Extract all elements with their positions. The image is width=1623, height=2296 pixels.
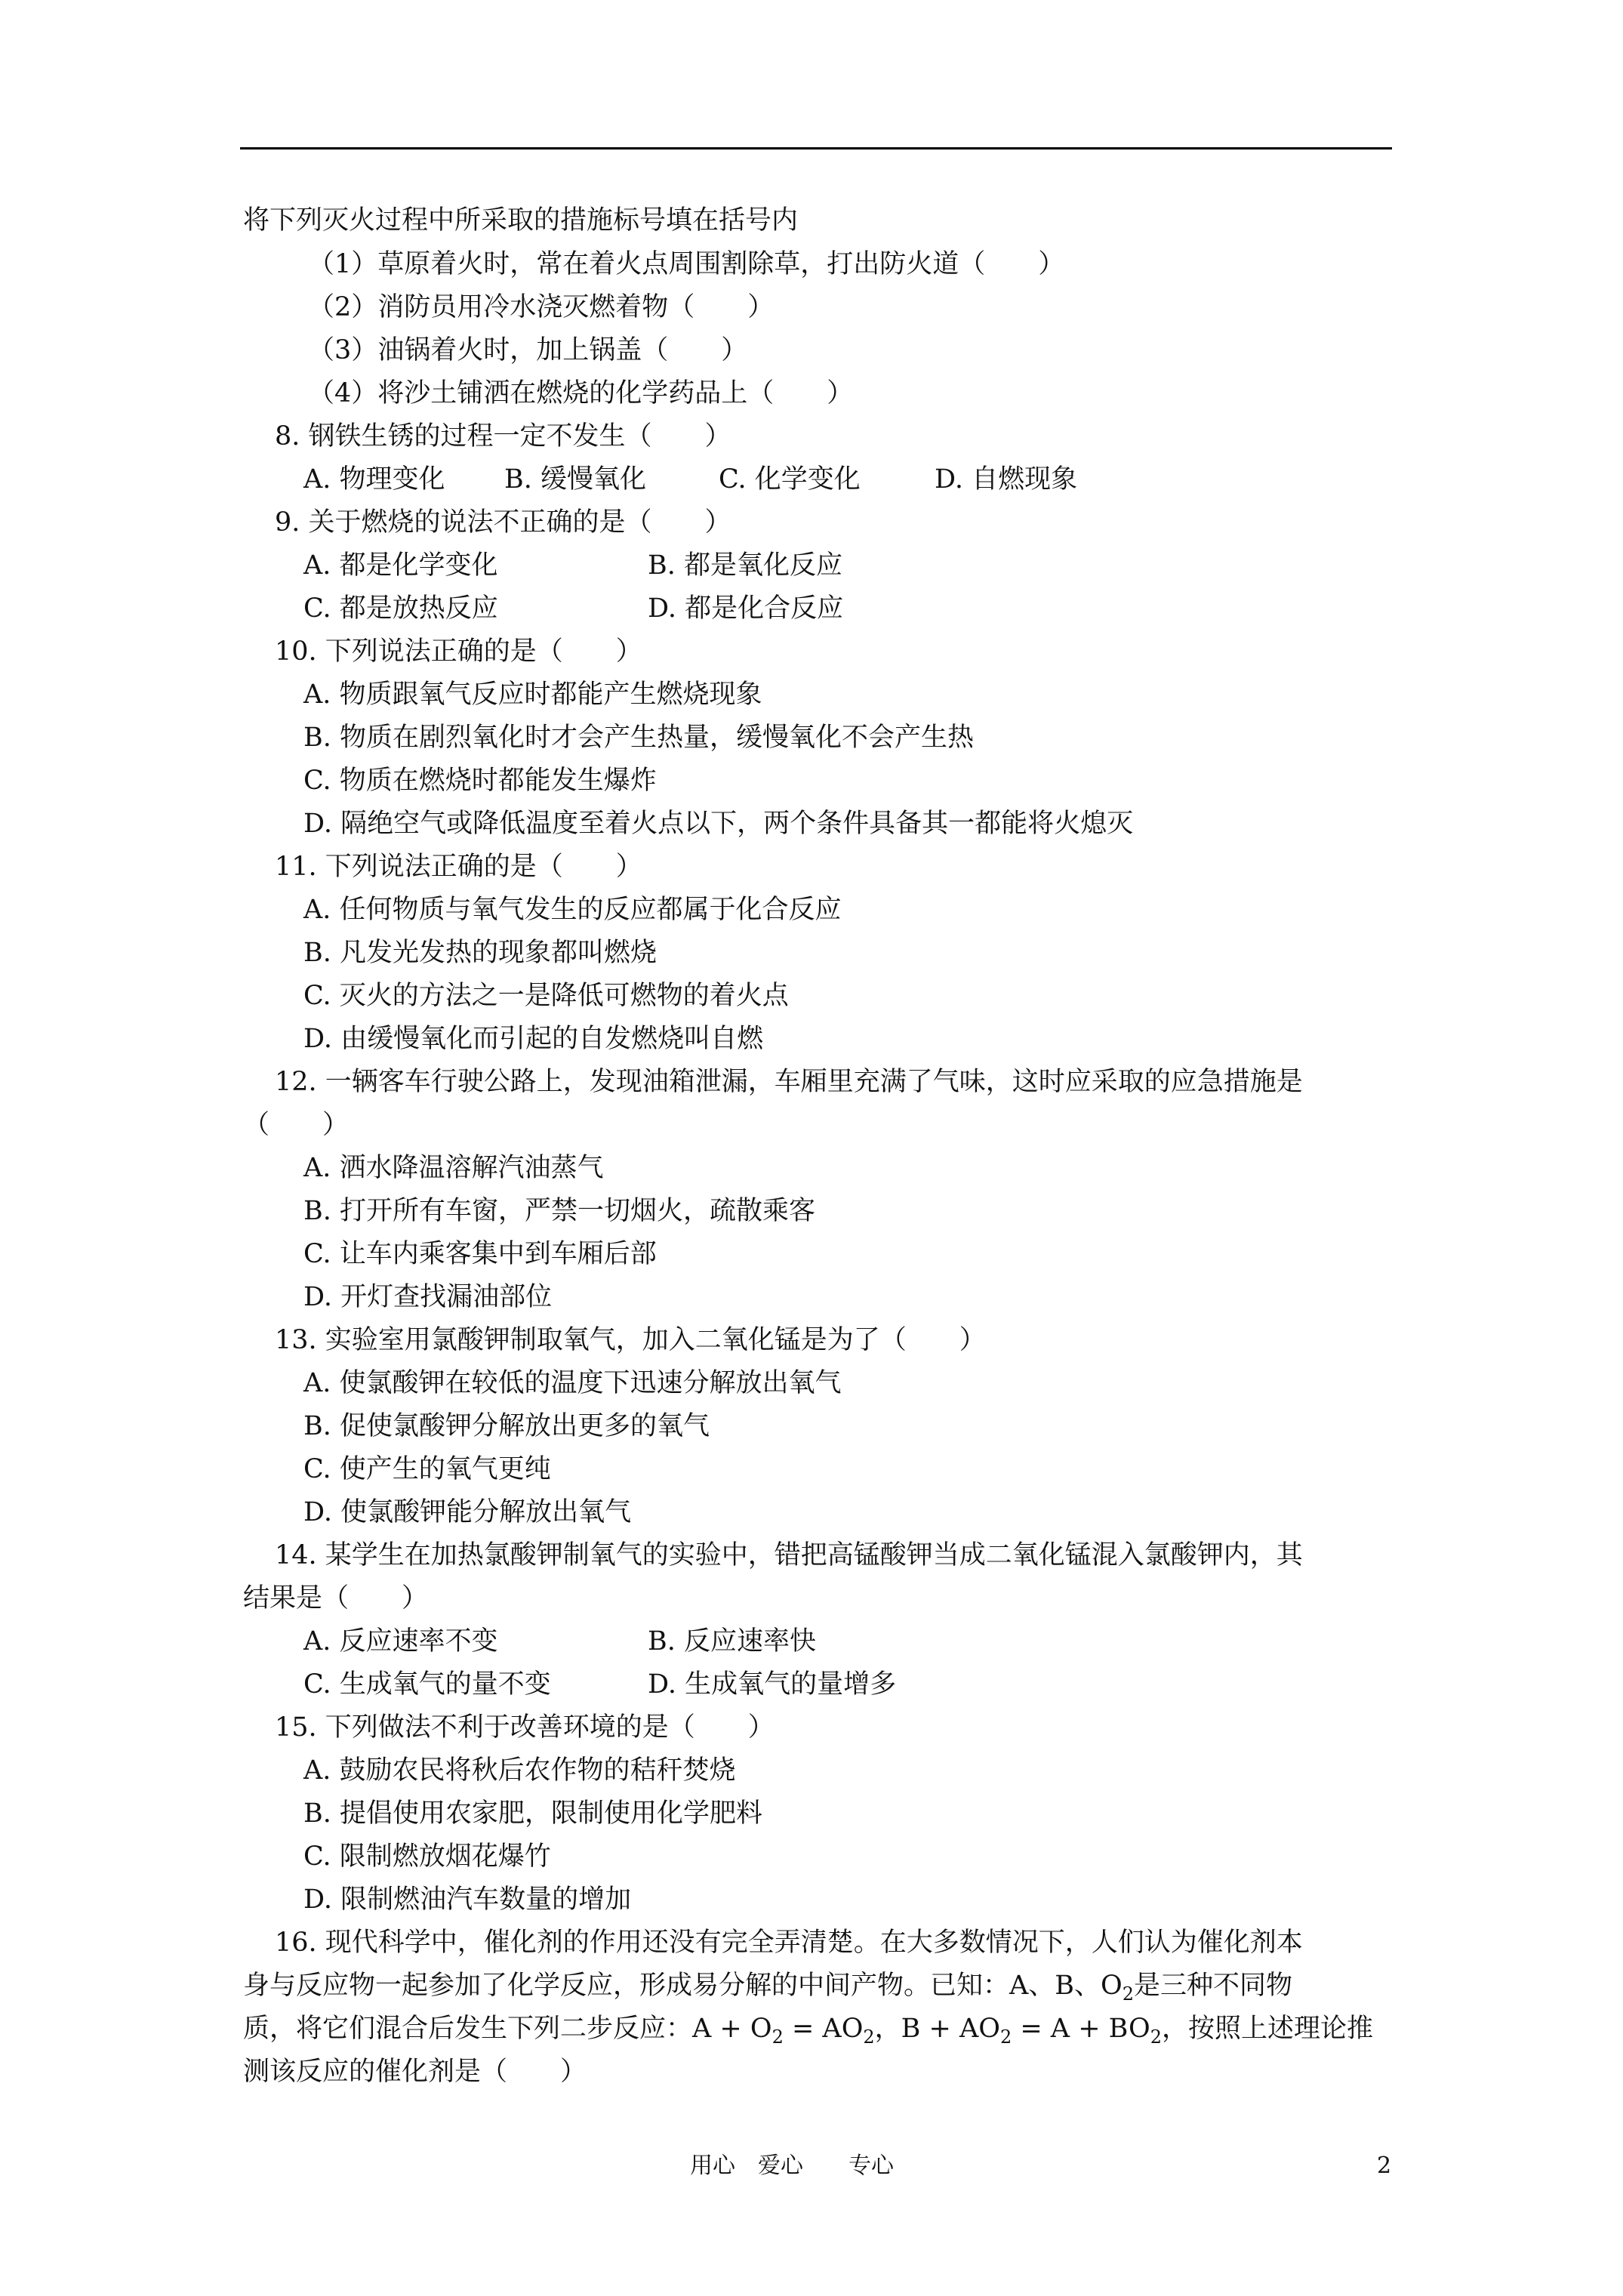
option: A. 使氯酸钾在较低的温度下迅速分解放出氧气 [303, 1368, 842, 1398]
text-span: 身与反应物一起参加了化学反应，形成易分解的中间产物。已知：A、B、O [243, 1971, 1123, 2001]
option: C. 灭火的方法之一是降低可燃物的着火点 [303, 981, 789, 1011]
option: D. 都是化合反应 [648, 593, 844, 624]
option: D. 由缓慢氧化而引起的自发燃烧叫自燃 [303, 1024, 764, 1054]
subscript: 2 [771, 2026, 784, 2048]
subscript: 2 [999, 2026, 1012, 2048]
option: B. 都是氧化反应 [648, 550, 842, 581]
option: C. 使产生的氧气更纯 [303, 1454, 551, 1484]
fill-blank-intro: 将下列灭火过程中所采取的措施标号填在括号内 [243, 205, 799, 236]
subscript: 2 [863, 2026, 875, 2048]
question-stem: 11. 下列说法正确的是（ ） [275, 852, 642, 882]
option: A. 物理变化 [303, 464, 445, 495]
option: D. 隔绝空气或降低温度至着火点以下，两个条件具备其一都能将火熄灭 [303, 809, 1134, 839]
option: B. 反应速率快 [648, 1626, 816, 1657]
text-span: ，按照上述理论推 [1162, 2014, 1374, 2044]
text-span: = A + BO [1012, 2014, 1150, 2044]
option: B. 物质在剧烈氧化时才会产生热量，缓慢氧化不会产生热 [303, 723, 974, 753]
option: C. 生成氧气的量不变 [303, 1669, 551, 1700]
footer-slogan: 用心 爱心 专心 [690, 2153, 894, 2179]
option: B. 凡发光发热的现象都叫燃烧 [303, 938, 657, 968]
page-number: 2 [1377, 2153, 1392, 2179]
option: C. 都是放热反应 [303, 593, 498, 624]
option: C. 化学变化 [719, 464, 861, 495]
question-stem: 16. 现代科学中，催化剂的作用还没有完全弄清楚。在大多数情况下，人们认为催化剂本 [275, 1928, 1303, 1958]
option: B. 促使氯酸钾分解放出更多的氧气 [303, 1411, 710, 1441]
fill-blank-item: （4）将沙土铺洒在燃烧的化学药品上（ ） [308, 378, 854, 408]
option: A. 反应速率不变 [303, 1626, 498, 1657]
fill-blank-item: （2）消防员用冷水浇灭燃着物（ ） [308, 292, 775, 322]
question-stem: 13. 实验室用氯酸钾制取氧气，加入二氧化锰是为了（ ） [275, 1325, 986, 1355]
subscript: 2 [1150, 2026, 1163, 2048]
option: C. 物质在燃烧时都能发生爆炸 [303, 766, 657, 796]
option: A. 物质跟氧气反应时都能产生燃烧现象 [303, 680, 762, 710]
question-stem: 12. 一辆客车行驶公路上，发现油箱泄漏，车厢里充满了气味，这时应采取的应急措施是 [275, 1067, 1303, 1097]
question-stem-continued: 结果是（ ） [243, 1583, 429, 1613]
question-stem-continued: （ ） [243, 1110, 350, 1140]
text-span: 质，将它们混合后发生下列二步反应：A + O [243, 2014, 772, 2044]
option: A. 洒水降温溶解汽油蒸气 [303, 1153, 604, 1183]
question-stem: 8. 钢铁生锈的过程一定不发生（ ） [275, 421, 731, 451]
text-span: = AO [783, 2014, 864, 2044]
text-span: ，B + AO [874, 2014, 1000, 2044]
option: D. 生成氧气的量增多 [648, 1669, 897, 1700]
option: B. 打开所有车窗，严禁一切烟火，疏散乘客 [303, 1196, 815, 1226]
option: D. 开灯查找漏油部位 [303, 1282, 553, 1312]
question-stem: 9. 关于燃烧的说法不正确的是（ ） [275, 507, 731, 538]
fill-blank-item: （3）油锅着火时，加上锅盖（ ） [308, 335, 748, 365]
option: A. 鼓励农民将秋后农作物的秸秆焚烧 [303, 1755, 736, 1786]
subscript: 2 [1122, 1983, 1134, 2005]
option: D. 限制燃油汽车数量的增加 [303, 1885, 632, 1915]
question-stem-continued: 测该反应的催化剂是（ ） [243, 2057, 587, 2087]
question-stem: 14. 某学生在加热氯酸钾制氧气的实验中，错把高锰酸钾当成二氧化锰混入氯酸钾内，其 [275, 1540, 1303, 1570]
question-stem: 15. 下列做法不利于改善环境的是（ ） [275, 1712, 775, 1743]
option: D. 使氯酸钾能分解放出氧气 [303, 1497, 632, 1527]
option: D. 自燃现象 [935, 464, 1078, 495]
header-rule [240, 147, 1392, 149]
option: A. 都是化学变化 [303, 550, 498, 581]
question-stem-continued [243, 2014, 1374, 2048]
option: C. 限制燃放烟花爆竹 [303, 1841, 551, 1872]
text-span: 是三种不同物 [1133, 1971, 1292, 2001]
question-stem: 10. 下列说法正确的是（ ） [275, 636, 642, 667]
option: B. 提倡使用农家肥，限制使用化学肥料 [303, 1798, 762, 1829]
option: B. 缓慢氧化 [504, 464, 646, 495]
option: C. 让车内乘客集中到车厢后部 [303, 1239, 657, 1269]
fill-blank-item: （1）草原着火时，常在着火点周围割除草，打出防火道（ ） [308, 249, 1065, 279]
question-stem-continued [243, 1971, 1292, 2005]
option: A. 任何物质与氧气发生的反应都属于化合反应 [303, 895, 842, 925]
